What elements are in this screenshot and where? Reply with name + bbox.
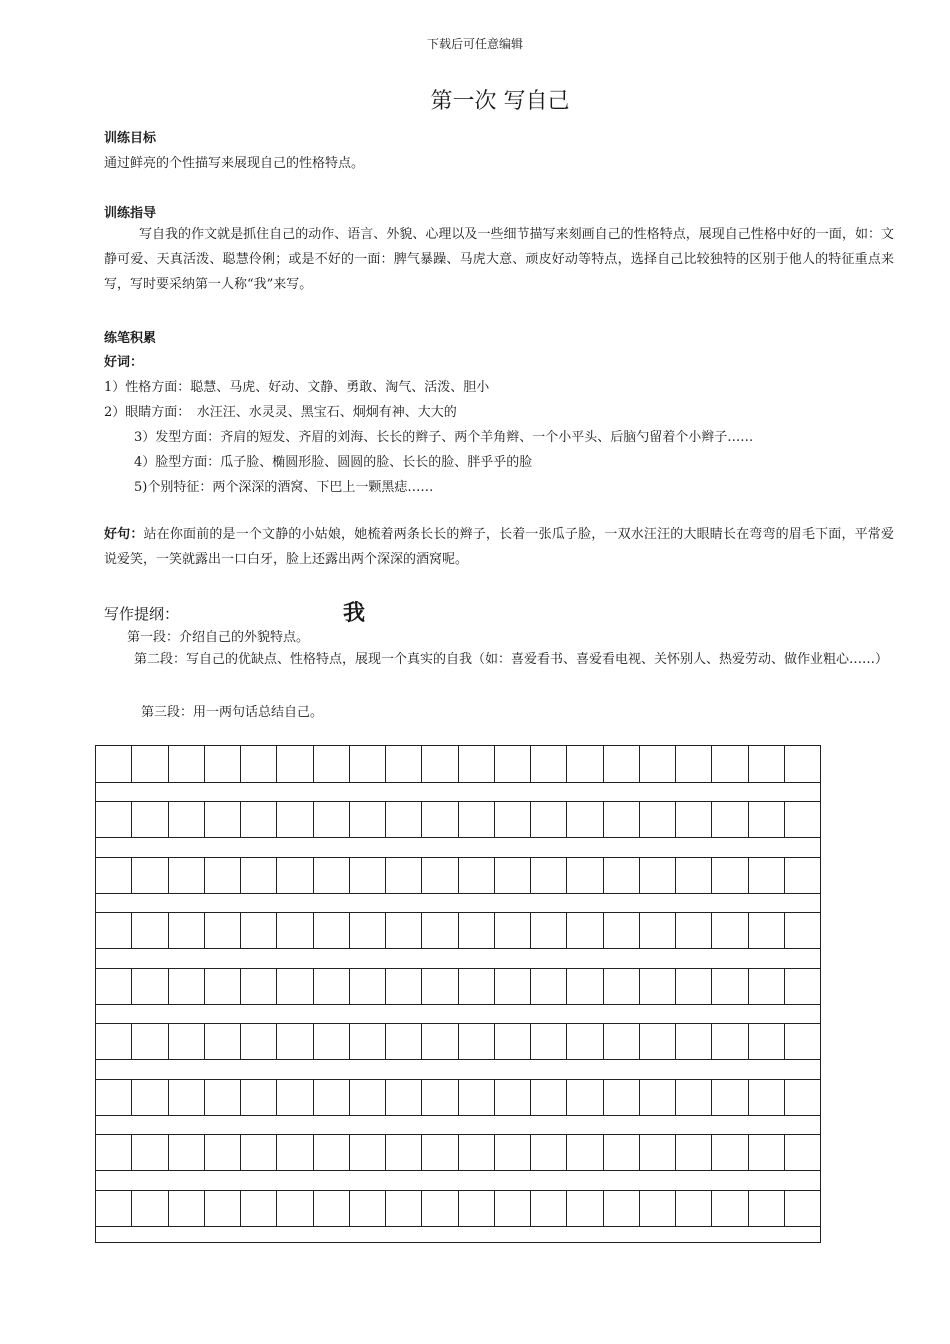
grid-cell: [712, 913, 748, 948]
grid-cell: [386, 1080, 422, 1115]
grid-cell: [604, 1024, 640, 1059]
grid-cell: [205, 1080, 241, 1115]
grid-cell: [640, 1191, 676, 1226]
grid-cell: [169, 746, 205, 782]
grid-row: [96, 1190, 820, 1227]
grid-cell: [785, 1080, 820, 1115]
guide-heading: 训练指导: [104, 206, 157, 221]
grid-cell: [640, 1024, 676, 1059]
grid-cell: [459, 969, 495, 1004]
grid-cell: [640, 746, 676, 782]
grid-cell: [205, 858, 241, 893]
word-item: 1）性格方面：聪慧、马虎、好动、文静、勇敢、淘气、活泼、胆小: [104, 380, 490, 395]
grid-cell: [241, 746, 277, 782]
grid-cell: [314, 858, 350, 893]
grid-cell: [640, 1080, 676, 1115]
good-words-label: 好词：: [104, 355, 144, 370]
grid-cell: [785, 1191, 820, 1226]
grid-cell: [96, 913, 132, 948]
grid-cell: [495, 1135, 531, 1170]
grid-cell: [785, 1024, 820, 1059]
grid-cell: [350, 746, 386, 782]
grid-cell: [495, 1191, 531, 1226]
grid-cell: [422, 858, 458, 893]
grid-row: [96, 857, 820, 894]
grid-row: [96, 968, 820, 1005]
grid-cell: [386, 969, 422, 1004]
grid-cell: [531, 913, 567, 948]
grid-cell: [350, 858, 386, 893]
grid-cell: [785, 858, 820, 893]
grid-cell: [495, 802, 531, 837]
grid-cell: [567, 913, 603, 948]
page-title: 第一次 写自己: [430, 89, 570, 114]
outline-topic: 我: [343, 601, 366, 626]
grid-cell: [712, 969, 748, 1004]
grid-cell: [277, 913, 313, 948]
grid-cell: [96, 858, 132, 893]
outline-paragraph-1: 第一段：介绍自己的外貌特点。: [127, 630, 310, 645]
grid-cell: [567, 858, 603, 893]
good-sentence-label: 好句：: [104, 527, 144, 542]
grid-cell: [314, 1135, 350, 1170]
outline-paragraph-3: 第三段：用一两句话总结自己。: [141, 705, 324, 720]
grid-cell: [676, 1024, 712, 1059]
grid-cell: [241, 1080, 277, 1115]
good-sentence-text: 站在你面前的是一个文静的小姑娘，她梳着两条长长的辫子，长着一张瓜子脸，一双水汪汪的大眼睛长在弯弯的眉毛下面，平常爱说爱笑，一笑就露出一口白牙，脸上还露出两个深深的酒窝呢。: [104, 527, 894, 567]
grid-cell: [350, 913, 386, 948]
grid-cell: [712, 1135, 748, 1170]
grid-cell: [604, 1191, 640, 1226]
grid-cell: [96, 1191, 132, 1226]
grid-cell: [205, 913, 241, 948]
grid-cell: [277, 1135, 313, 1170]
grid-cell: [205, 969, 241, 1004]
grid-cell: [531, 969, 567, 1004]
grid-cell: [459, 1024, 495, 1059]
good-sentence: [104, 522, 894, 572]
grid-cell: [604, 1080, 640, 1115]
grid-cell: [459, 746, 495, 782]
grid-cell: [277, 1024, 313, 1059]
grid-cell: [604, 913, 640, 948]
grid-cell: [422, 1024, 458, 1059]
grid-cell: [277, 858, 313, 893]
grid-cell: [169, 1191, 205, 1226]
grid-cell: [531, 1080, 567, 1115]
grid-cell: [386, 1024, 422, 1059]
grid-cell: [495, 746, 531, 782]
grid-cell: [604, 1135, 640, 1170]
grid-cell: [241, 913, 277, 948]
grid-cell: [495, 858, 531, 893]
grid-cell: [386, 858, 422, 893]
grid-cell: [277, 802, 313, 837]
grid-cell: [169, 1135, 205, 1170]
grid-cell: [96, 1080, 132, 1115]
grid-cell: [350, 1080, 386, 1115]
grid-cell: [495, 913, 531, 948]
grid-cell: [350, 1135, 386, 1170]
grid-cell: [132, 858, 168, 893]
grid-cell: [132, 1191, 168, 1226]
grid-cell: [169, 913, 205, 948]
grid-cell: [169, 969, 205, 1004]
grid-cell: [640, 858, 676, 893]
grid-cell: [422, 969, 458, 1004]
grid-cell: [459, 1080, 495, 1115]
grid-cell: [567, 969, 603, 1004]
grid-cell: [241, 969, 277, 1004]
grid-cell: [567, 1024, 603, 1059]
grid-cell: [277, 746, 313, 782]
grid-cell: [640, 802, 676, 837]
page-header: 下载后可任意编辑: [426, 37, 523, 51]
grid-row: [96, 1079, 820, 1116]
grid-cell: [241, 1135, 277, 1170]
grid-cell: [495, 1024, 531, 1059]
grid-cell: [96, 802, 132, 837]
grid-cell: [277, 1080, 313, 1115]
grid-cell: [132, 969, 168, 1004]
grid-cell: [640, 1135, 676, 1170]
grid-cell: [169, 1024, 205, 1059]
grid-cell: [277, 1191, 313, 1226]
grid-cell: [386, 746, 422, 782]
grid-cell: [604, 969, 640, 1004]
grid-cell: [676, 802, 712, 837]
grid-cell: [749, 969, 785, 1004]
grid-cell: [241, 1024, 277, 1059]
grid-cell: [422, 1080, 458, 1115]
practice-heading: 练笔积累: [104, 331, 157, 346]
grid-cell: [567, 802, 603, 837]
grid-row: [96, 801, 820, 838]
grid-cell: [132, 746, 168, 782]
grid-cell: [567, 1080, 603, 1115]
grid-cell: [676, 1080, 712, 1115]
grid-cell: [132, 1135, 168, 1170]
grid-cell: [531, 1135, 567, 1170]
grid-cell: [567, 1135, 603, 1170]
word-item: 2）眼睛方面： 水汪汪、水灵灵、黑宝石、炯炯有神、大大的: [104, 405, 457, 420]
grid-cell: [749, 858, 785, 893]
grid-cell: [712, 746, 748, 782]
grid-cell: [314, 913, 350, 948]
grid-cell: [386, 913, 422, 948]
grid-cell: [604, 802, 640, 837]
grid-cell: [712, 802, 748, 837]
grid-cell: [676, 858, 712, 893]
grid-cell: [749, 1024, 785, 1059]
grid-cell: [459, 913, 495, 948]
grid-cell: [314, 969, 350, 1004]
grid-cell: [531, 802, 567, 837]
word-item: 5)个别特征：两个深深的酒窝、下巴上一颗黑痣……: [134, 480, 434, 495]
grid-cell: [531, 1191, 567, 1226]
grid-cell: [241, 802, 277, 837]
grid-cell: [459, 1191, 495, 1226]
grid-row: [96, 746, 820, 783]
goal-text: 通过鲜亮的个性描写来展现自己的性格特点。: [104, 156, 365, 171]
grid-cell: [422, 1135, 458, 1170]
grid-cell: [205, 1191, 241, 1226]
grid-cell: [314, 746, 350, 782]
grid-cell: [785, 746, 820, 782]
grid-cell: [531, 1024, 567, 1059]
grid-cell: [350, 969, 386, 1004]
grid-cell: [676, 1135, 712, 1170]
grid-cell: [749, 1135, 785, 1170]
grid-cell: [712, 1191, 748, 1226]
grid-cell: [205, 802, 241, 837]
grid-cell: [531, 746, 567, 782]
word-item: 3）发型方面：齐肩的短发、齐眉的刘海、长长的辫子、两个羊角辫、一个小平头、后脑勺留着个小辫子……: [134, 430, 754, 445]
grid-cell: [132, 913, 168, 948]
grid-cell: [314, 1024, 350, 1059]
guide-text: 写自我的作文就是抓住自己的动作、语言、外貌、心理以及一些细节描写来刻画自己的性格特点，展现自己性格中好的一面，如：文静可爱、天真活泼、聪慧伶俐；或是不好的一面：脾气暴躁、马虎大意、顽皮好动等特点，选择自己比较独特的区别于他人的特征重点来写，写时要采纳第一人称“我”来写。: [104, 227, 894, 292]
grid-row: [96, 1134, 820, 1171]
goal-heading: 训练目标: [104, 131, 157, 146]
grid-cell: [676, 1191, 712, 1226]
grid-cell: [749, 1080, 785, 1115]
grid-cell: [314, 1080, 350, 1115]
grid-cell: [314, 802, 350, 837]
grid-cell: [386, 1135, 422, 1170]
grid-cell: [785, 913, 820, 948]
grid-cell: [169, 802, 205, 837]
grid-cell: [205, 746, 241, 782]
grid-cell: [350, 802, 386, 837]
grid-cell: [604, 746, 640, 782]
grid-cell: [422, 802, 458, 837]
grid-cell: [277, 969, 313, 1004]
grid-cell: [640, 913, 676, 948]
grid-cell: [422, 913, 458, 948]
grid-cell: [132, 1080, 168, 1115]
grid-cell: [459, 858, 495, 893]
grid-cell: [96, 969, 132, 1004]
grid-cell: [495, 969, 531, 1004]
grid-cell: [676, 746, 712, 782]
grid-cell: [169, 858, 205, 893]
grid-row: [96, 1023, 820, 1060]
grid-cell: [712, 1024, 748, 1059]
grid-cell: [712, 1080, 748, 1115]
grid-cell: [96, 1024, 132, 1059]
grid-cell: [785, 969, 820, 1004]
word-item: 4）脸型方面：瓜子脸、椭圆形脸、圆圆的脸、长长的脸、胖乎乎的脸: [134, 455, 533, 470]
grid-row: [96, 912, 820, 949]
grid-cell: [785, 1135, 820, 1170]
grid-cell: [567, 746, 603, 782]
grid-cell: [96, 746, 132, 782]
grid-cell: [205, 1135, 241, 1170]
grid-cell: [386, 1191, 422, 1226]
grid-cell: [749, 802, 785, 837]
grid-cell: [567, 1191, 603, 1226]
grid-cell: [749, 746, 785, 782]
grid-cell: [640, 969, 676, 1004]
grid-cell: [604, 858, 640, 893]
writing-grid: [95, 745, 821, 1243]
outline-paragraph-2: 第二段：写自己的优缺点、性格特点，展现一个真实的自我（如：喜爱看书、喜爱看电视、关怀别人、热爱劳动、做作业粗心……）: [134, 652, 889, 667]
grid-cell: [531, 858, 567, 893]
grid-cell: [495, 1080, 531, 1115]
grid-cell: [749, 1191, 785, 1226]
grid-cell: [169, 1080, 205, 1115]
grid-cell: [205, 1024, 241, 1059]
grid-cell: [132, 802, 168, 837]
grid-cell: [712, 858, 748, 893]
grid-cell: [422, 746, 458, 782]
grid-cell: [241, 858, 277, 893]
grid-cell: [386, 802, 422, 837]
grid-cell: [459, 802, 495, 837]
grid-cell: [785, 802, 820, 837]
grid-cell: [676, 969, 712, 1004]
grid-cell: [241, 1191, 277, 1226]
grid-cell: [422, 1191, 458, 1226]
grid-cell: [749, 913, 785, 948]
grid-cell: [676, 913, 712, 948]
grid-cell: [350, 1191, 386, 1226]
outline-label: 写作提纲：: [104, 605, 180, 623]
grid-cell: [459, 1135, 495, 1170]
grid-cell: [314, 1191, 350, 1226]
grid-cell: [350, 1024, 386, 1059]
grid-cell: [132, 1024, 168, 1059]
grid-cell: [96, 1135, 132, 1170]
